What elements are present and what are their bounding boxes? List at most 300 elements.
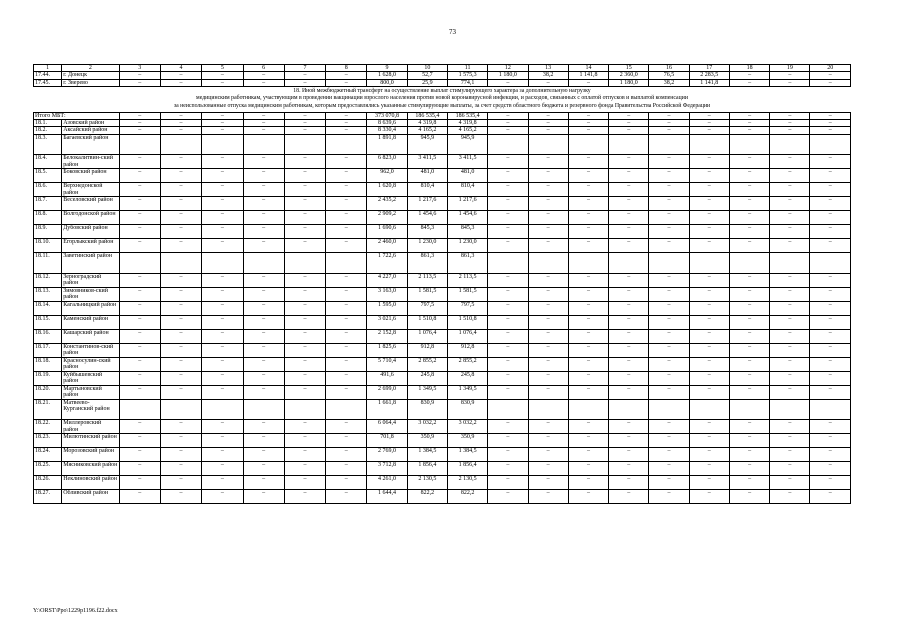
table-row: [34, 253, 851, 274]
cell-value: [689, 399, 729, 420]
municipality-name: Белокалитвин-ский район: [62, 155, 119, 169]
cell-value: 1 141,8: [689, 79, 729, 86]
cell-value: –: [119, 287, 160, 301]
cell-value: –: [729, 197, 769, 211]
cell-value: –: [649, 329, 689, 343]
cell-value: –: [689, 301, 729, 315]
cell-value: [609, 253, 649, 274]
page-number: 73: [449, 28, 456, 36]
cell-value: 1 217,6: [447, 197, 487, 211]
cell-value: –: [243, 127, 284, 134]
cell-value: –: [119, 462, 160, 476]
cell-value: [810, 134, 851, 155]
column-number: 19: [770, 65, 810, 72]
total-value: –: [202, 112, 243, 119]
cell-value: –: [528, 476, 568, 490]
cell-value: 2 699,0: [367, 385, 407, 399]
total-value: –: [729, 112, 769, 119]
cell-value: –: [568, 287, 608, 301]
row-number: 18.20.: [34, 385, 62, 399]
table-row: [34, 371, 851, 385]
cell-value: 2 130,5: [407, 476, 447, 490]
table-row: [34, 183, 851, 197]
cell-value: –: [119, 211, 160, 225]
cell-value: –: [284, 420, 325, 434]
cell-value: [243, 134, 284, 155]
cell-value: –: [649, 301, 689, 315]
cell-value: –: [160, 72, 201, 79]
table-row: [34, 287, 851, 301]
cell-value: –: [689, 287, 729, 301]
cell-value: –: [488, 385, 528, 399]
cell-value: –: [119, 434, 160, 448]
cell-value: –: [326, 448, 367, 462]
table-row: [34, 301, 851, 315]
cell-value: –: [202, 343, 243, 357]
cell-value: –: [160, 329, 201, 343]
cell-value: 481,0: [407, 169, 447, 183]
cell-value: [649, 399, 689, 420]
cell-value: –: [119, 385, 160, 399]
footer-file-path: Y:\ORST\Ppo\1229p1196.f22.docx: [33, 608, 118, 614]
cell-value: [649, 134, 689, 155]
cell-value: –: [729, 211, 769, 225]
cell-value: –: [243, 239, 284, 253]
cell-value: –: [243, 72, 284, 79]
row-number: 18.15.: [34, 315, 62, 329]
municipality-name: Зимовников-ский район: [62, 287, 119, 301]
cell-value: –: [284, 79, 325, 86]
row-number: 18.27.: [34, 490, 62, 504]
cell-value: –: [243, 462, 284, 476]
cell-value: [326, 134, 367, 155]
cell-value: –: [284, 329, 325, 343]
cell-value: 2 769,0: [367, 448, 407, 462]
cell-value: –: [689, 420, 729, 434]
cell-value: [119, 399, 160, 420]
cell-value: –: [160, 448, 201, 462]
cell-value: –: [649, 211, 689, 225]
cell-value: 861,3: [407, 253, 447, 274]
total-value: –: [770, 112, 810, 119]
table-row: [34, 127, 851, 134]
cell-value: –: [689, 476, 729, 490]
cell-value: –: [770, 120, 810, 127]
cell-value: –: [160, 169, 201, 183]
section-title-line: 18. Иной межбюджетный трансферт на осуществление выплат стимулирующего характера за дополнительную нагрузку: [293, 87, 591, 94]
cell-value: –: [488, 273, 528, 287]
cell-value: –: [568, 329, 608, 343]
cell-value: –: [729, 315, 769, 329]
cell-value: –: [284, 434, 325, 448]
cell-value: [202, 399, 243, 420]
municipality-name: Обливский район: [62, 490, 119, 504]
total-value: –: [284, 112, 325, 119]
cell-value: 8 330,4: [367, 127, 407, 134]
cell-value: –: [326, 127, 367, 134]
cell-value: –: [568, 120, 608, 127]
cell-value: –: [119, 357, 160, 371]
cell-value: 1 454,6: [447, 211, 487, 225]
row-number: 18.17.: [34, 343, 62, 357]
municipality-name: Веселовский район: [62, 197, 119, 211]
cell-value: –: [119, 225, 160, 239]
cell-value: –: [770, 169, 810, 183]
cell-value: –: [326, 490, 367, 504]
cell-value: –: [202, 385, 243, 399]
cell-value: –: [528, 155, 568, 169]
cell-value: –: [202, 448, 243, 462]
cell-value: –: [568, 343, 608, 357]
cell-value: –: [528, 462, 568, 476]
cell-value: 861,3: [447, 253, 487, 274]
cell-value: –: [649, 155, 689, 169]
cell-value: [488, 253, 528, 274]
cell-value: –: [810, 72, 851, 79]
cell-value: [284, 134, 325, 155]
cell-value: –: [202, 169, 243, 183]
cell-value: –: [609, 183, 649, 197]
cell-value: –: [243, 329, 284, 343]
cell-value: –: [243, 315, 284, 329]
cell-value: –: [326, 315, 367, 329]
cell-value: 4 319,8: [447, 120, 487, 127]
cell-value: –: [568, 155, 608, 169]
column-number: 16: [649, 65, 689, 72]
column-number-row: [34, 65, 851, 72]
cell-value: –: [160, 79, 201, 86]
cell-value: –: [326, 287, 367, 301]
cell-value: 2 460,0: [367, 239, 407, 253]
column-number: 15: [609, 65, 649, 72]
cell-value: –: [488, 239, 528, 253]
cell-value: –: [202, 211, 243, 225]
cell-value: –: [729, 462, 769, 476]
municipality-name: Дубовский район: [62, 225, 119, 239]
cell-value: –: [528, 239, 568, 253]
cell-value: –: [202, 287, 243, 301]
row-number: 18.26.: [34, 476, 62, 490]
cell-value: –: [488, 462, 528, 476]
cell-value: –: [243, 434, 284, 448]
cell-value: –: [609, 329, 649, 343]
cell-value: –: [202, 72, 243, 79]
total-value: –: [326, 112, 367, 119]
cell-value: –: [488, 127, 528, 134]
cell-value: 810,4: [407, 183, 447, 197]
cell-value: 2 152,8: [367, 329, 407, 343]
cell-value: –: [243, 79, 284, 86]
cell-value: 1 722,6: [367, 253, 407, 274]
cell-value: –: [119, 239, 160, 253]
cell-value: –: [568, 273, 608, 287]
cell-value: 1 661,8: [367, 399, 407, 420]
cell-value: 945,9: [407, 134, 447, 155]
cell-value: –: [729, 183, 769, 197]
cell-value: [243, 253, 284, 274]
municipality-name: Волгодонской район: [62, 211, 119, 225]
cell-value: 1 620,8: [367, 183, 407, 197]
section-title-row: [34, 86, 851, 112]
cell-value: –: [284, 211, 325, 225]
cell-value: 1 825,6: [367, 343, 407, 357]
cell-value: –: [770, 343, 810, 357]
cell-value: –: [160, 490, 201, 504]
cell-value: –: [609, 239, 649, 253]
cell-value: 3 411,5: [447, 155, 487, 169]
cell-value: –: [243, 225, 284, 239]
cell-value: –: [488, 434, 528, 448]
cell-value: 912,8: [447, 343, 487, 357]
cell-value: –: [160, 315, 201, 329]
cell-value: –: [649, 183, 689, 197]
cell-value: –: [160, 273, 201, 287]
cell-value: –: [810, 357, 851, 371]
column-number: 11: [447, 65, 487, 72]
cell-value: –: [326, 420, 367, 434]
cell-value: [119, 253, 160, 274]
cell-value: [284, 253, 325, 274]
cell-value: 245,8: [447, 371, 487, 385]
row-number: 18.23.: [34, 434, 62, 448]
cell-value: –: [810, 239, 851, 253]
cell-value: –: [284, 371, 325, 385]
cell-value: –: [119, 155, 160, 169]
table-row: [34, 239, 851, 253]
total-value: –: [649, 112, 689, 119]
total-value: –: [243, 112, 284, 119]
cell-value: 1 230,0: [407, 239, 447, 253]
cell-value: –: [119, 120, 160, 127]
cell-value: –: [649, 287, 689, 301]
column-number: 18: [729, 65, 769, 72]
cell-value: –: [568, 385, 608, 399]
cell-value: 1 141,8: [568, 72, 608, 79]
column-number: 20: [810, 65, 851, 72]
cell-value: 8 639,6: [367, 120, 407, 127]
cell-value: [568, 253, 608, 274]
cell-value: –: [243, 211, 284, 225]
cell-value: 797,5: [407, 301, 447, 315]
cell-value: –: [202, 273, 243, 287]
cell-value: –: [488, 329, 528, 343]
row-number: 18.12.: [34, 273, 62, 287]
cell-value: –: [568, 197, 608, 211]
cell-value: –: [284, 448, 325, 462]
table-row: [34, 399, 851, 420]
cell-value: 2 113,5: [407, 273, 447, 287]
cell-value: –: [729, 476, 769, 490]
cell-value: –: [810, 420, 851, 434]
row-number: 18.16.: [34, 329, 62, 343]
municipality-name: Верхнедонской район: [62, 183, 119, 197]
cell-value: –: [202, 239, 243, 253]
cell-value: 800,0: [367, 79, 407, 86]
cell-value: –: [729, 273, 769, 287]
cell-value: –: [729, 420, 769, 434]
cell-value: 810,4: [447, 183, 487, 197]
municipality-name: Миллеровский район: [62, 420, 119, 434]
cell-value: 481,0: [447, 169, 487, 183]
cell-value: –: [284, 72, 325, 79]
cell-value: [243, 399, 284, 420]
cell-value: –: [729, 79, 769, 86]
column-number: 6: [243, 65, 284, 72]
table-row: [34, 72, 851, 79]
cell-value: [649, 253, 689, 274]
cell-value: –: [649, 169, 689, 183]
table-row: [34, 315, 851, 329]
cell-value: –: [119, 490, 160, 504]
cell-value: –: [810, 462, 851, 476]
cell-value: –: [284, 183, 325, 197]
cell-value: –: [326, 357, 367, 371]
cell-value: 701,8: [367, 434, 407, 448]
table-row: [34, 343, 851, 357]
cell-value: 2 855,2: [407, 357, 447, 371]
cell-value: –: [609, 385, 649, 399]
row-number: 18.8.: [34, 211, 62, 225]
table-row: [34, 329, 851, 343]
cell-value: –: [689, 385, 729, 399]
cell-value: –: [810, 225, 851, 239]
cell-value: –: [284, 287, 325, 301]
cell-value: –: [326, 155, 367, 169]
municipality-name: Аксайский район: [62, 127, 119, 134]
cell-value: –: [119, 420, 160, 434]
cell-value: [729, 253, 769, 274]
cell-value: [202, 134, 243, 155]
cell-value: 822,2: [447, 490, 487, 504]
cell-value: –: [284, 343, 325, 357]
cell-value: –: [326, 434, 367, 448]
cell-value: –: [770, 155, 810, 169]
total-value: –: [810, 112, 851, 119]
cell-value: –: [770, 211, 810, 225]
cell-value: [810, 399, 851, 420]
cell-value: [326, 399, 367, 420]
cell-value: –: [609, 420, 649, 434]
cell-value: 4 227,0: [367, 273, 407, 287]
cell-value: –: [119, 301, 160, 315]
total-value: –: [609, 112, 649, 119]
total-value: 186 535,4: [407, 112, 447, 119]
municipality-name: Егорлыкский район: [62, 239, 119, 253]
table-row: [34, 120, 851, 127]
row-number: 18.9.: [34, 225, 62, 239]
cell-value: 38,2: [649, 79, 689, 86]
cell-value: –: [326, 301, 367, 315]
cell-value: –: [609, 127, 649, 134]
cell-value: –: [488, 169, 528, 183]
column-number: 9: [367, 65, 407, 72]
cell-value: –: [689, 371, 729, 385]
cell-value: [528, 253, 568, 274]
cell-value: –: [528, 343, 568, 357]
cell-value: 6 823,0: [367, 155, 407, 169]
section-title-line: за неиспользованные отпуска медицинским работникам, которым предоставлялись указанные стимулирующие выплаты, за счет средств областного бюджета и резервного фонда Правительства Российской Федерации: [173, 102, 711, 109]
cell-value: –: [284, 127, 325, 134]
cell-value: [284, 399, 325, 420]
cell-value: –: [202, 434, 243, 448]
cell-value: –: [119, 273, 160, 287]
cell-value: –: [568, 169, 608, 183]
cell-value: –: [729, 169, 769, 183]
cell-value: –: [568, 357, 608, 371]
cell-value: –: [119, 315, 160, 329]
cell-value: 4 319,8: [407, 120, 447, 127]
cell-value: –: [689, 120, 729, 127]
cell-value: –: [284, 169, 325, 183]
cell-value: –: [729, 371, 769, 385]
municipality-name: Кашарский район: [62, 329, 119, 343]
transfer-table-container: [33, 64, 851, 504]
cell-value: 6 064,4: [367, 420, 407, 434]
column-number: 5: [202, 65, 243, 72]
cell-value: –: [689, 490, 729, 504]
cell-value: –: [810, 371, 851, 385]
cell-value: –: [689, 462, 729, 476]
cell-value: [202, 253, 243, 274]
cell-value: –: [729, 287, 769, 301]
cell-value: –: [810, 343, 851, 357]
cell-value: 38,2: [528, 72, 568, 79]
cell-value: 845,3: [447, 225, 487, 239]
cell-value: [568, 134, 608, 155]
cell-value: –: [729, 225, 769, 239]
cell-value: 76,5: [649, 72, 689, 79]
cell-value: –: [568, 315, 608, 329]
cell-value: –: [568, 79, 608, 86]
cell-value: 1 581,5: [447, 287, 487, 301]
row-number: 18.3.: [34, 134, 62, 155]
cell-value: 830,9: [407, 399, 447, 420]
municipality-name: Заветинский район: [62, 253, 119, 274]
cell-value: –: [528, 420, 568, 434]
cell-value: –: [528, 448, 568, 462]
cell-value: –: [649, 462, 689, 476]
cell-value: –: [729, 239, 769, 253]
cell-value: –: [488, 183, 528, 197]
cell-value: –: [770, 239, 810, 253]
cell-value: –: [689, 343, 729, 357]
cell-value: –: [528, 287, 568, 301]
total-row: [34, 112, 851, 119]
cell-value: –: [528, 79, 568, 86]
cell-value: –: [609, 371, 649, 385]
cell-value: [770, 253, 810, 274]
cell-value: –: [810, 183, 851, 197]
cell-value: –: [243, 371, 284, 385]
cell-value: –: [119, 197, 160, 211]
cell-value: –: [649, 315, 689, 329]
cell-value: –: [609, 357, 649, 371]
table-row: [34, 462, 851, 476]
cell-value: –: [488, 211, 528, 225]
row-number: 18.6.: [34, 183, 62, 197]
cell-value: [326, 253, 367, 274]
cell-value: –: [488, 448, 528, 462]
cell-value: –: [609, 476, 649, 490]
cell-value: [609, 134, 649, 155]
cell-value: –: [729, 120, 769, 127]
municipality-name: Матвеево-Курганский район: [62, 399, 119, 420]
cell-value: –: [160, 371, 201, 385]
municipality-name: Боковский район: [62, 169, 119, 183]
cell-value: –: [609, 448, 649, 462]
cell-value: –: [810, 329, 851, 343]
cell-value: –: [326, 239, 367, 253]
